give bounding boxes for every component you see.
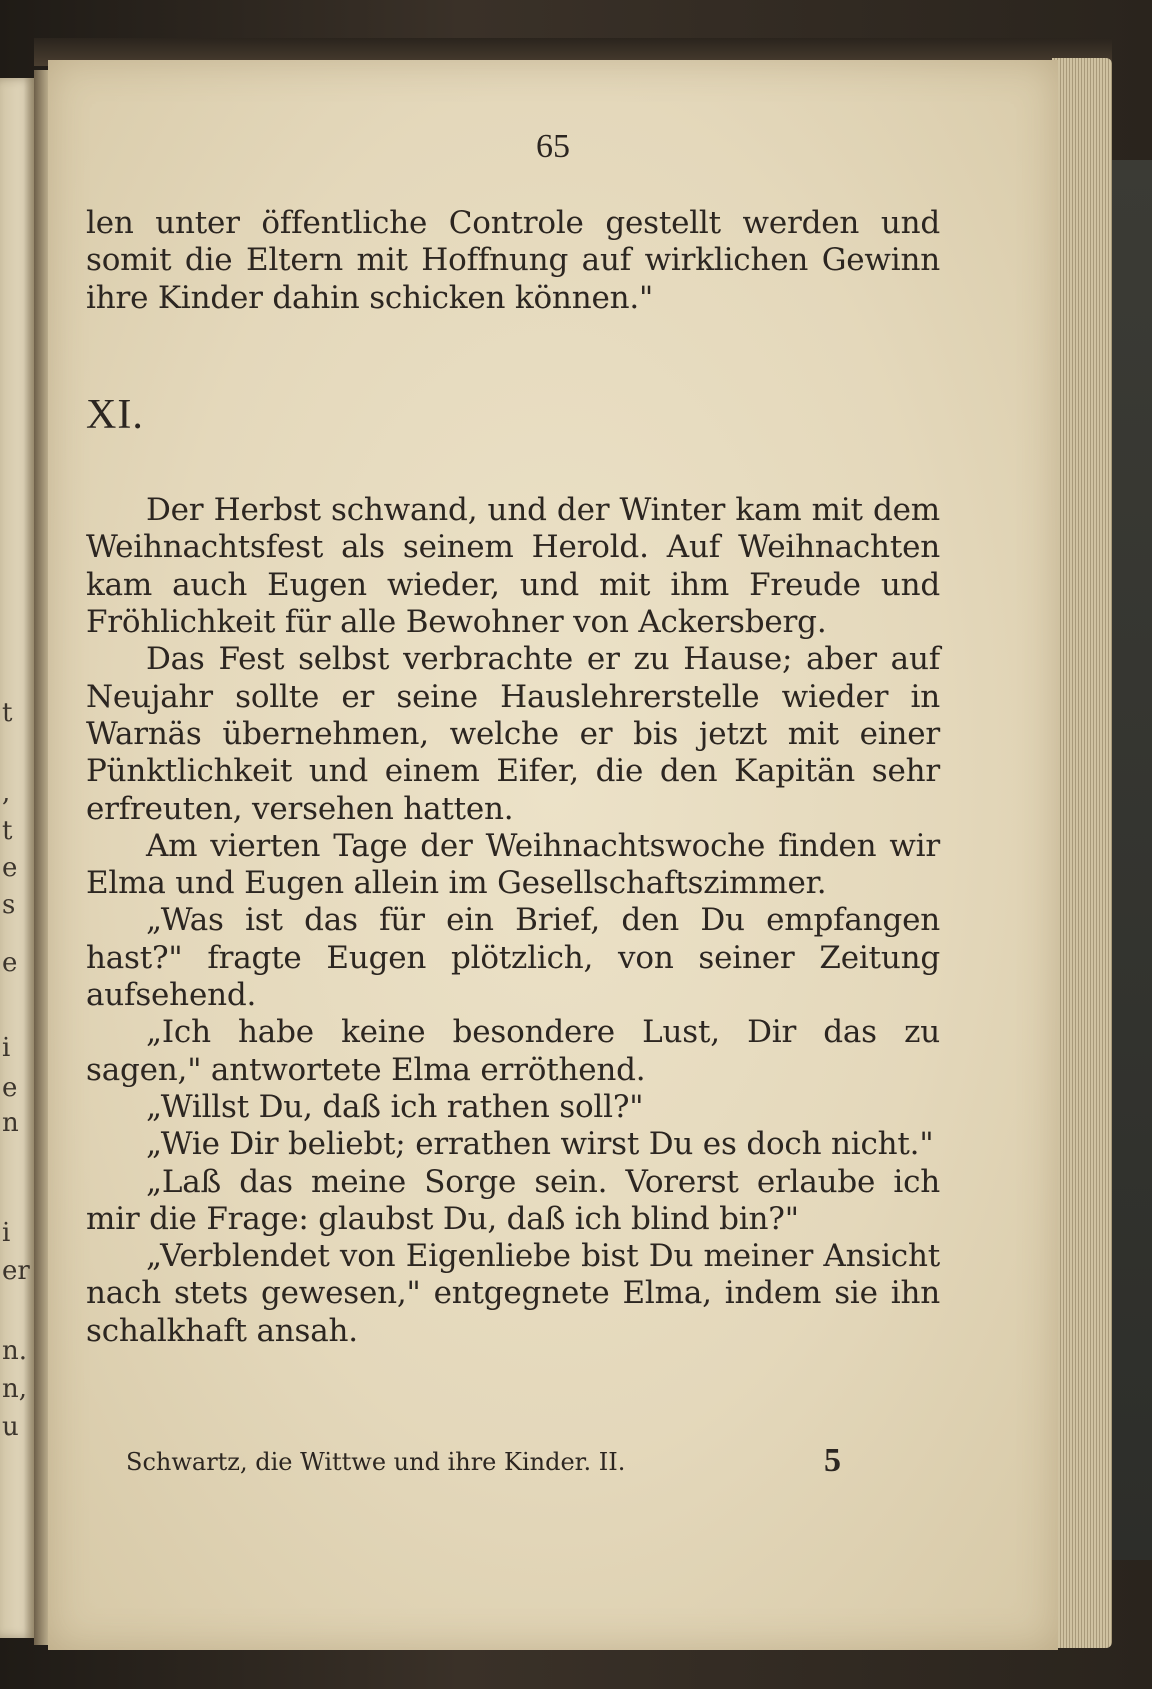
facing-fragment: n,: [2, 1374, 28, 1404]
facing-fragment: s: [2, 890, 16, 920]
paragraph: „Willst Du, daß ich rathen soll?": [146, 1088, 644, 1125]
paragraph: „Wie Dir beliebt; errathen wirst Du es doch nicht.": [146, 1126, 934, 1163]
paragraph: „Laß das meine Sorge sein. Vorerst erlaube ich mir die Frage: glaubst Du, daß ich blind bin?": [86, 1163, 940, 1237]
chapter-heading: XI.: [86, 391, 144, 438]
facing-fragment: u: [2, 1412, 19, 1442]
page-number: 65: [536, 128, 570, 165]
facing-fragment: i: [2, 1218, 11, 1248]
facing-fragment: e: [2, 948, 18, 978]
page-body: [86, 205, 940, 1350]
book-page: [48, 60, 1058, 1650]
paragraph: Das Fest selbst verbrachte er zu Hause; aber auf Neujahr sollte er seine Hauslehrerstelle wieder in Warnäs übernehmen, welche er bis jetzt mit einer Pünktlichkeit und einem Eifer, die den Kapitän sehr erfreuten, versehen hatten.: [86, 641, 940, 827]
paragraph: Am vierten Tage der Weihnachtswoche finden wir Elma und Eugen allein im Gesellschaftszimmer.: [86, 827, 940, 902]
page-edges: [1052, 58, 1112, 1648]
facing-fragment: e: [2, 1073, 18, 1103]
paragraph: „Verblendet von Eigenliebe bist Du meiner Ansicht nach stets gewesen," entgegnete Elma, indem sie ihn schalkhaft ansah.: [86, 1238, 940, 1349]
facing-fragment: e: [2, 853, 18, 883]
facing-page-edge: [0, 78, 34, 1638]
facing-fragment: ,: [2, 778, 11, 808]
facing-fragment: n: [2, 1108, 19, 1138]
facing-fragment: i: [2, 1033, 11, 1063]
facing-fragment: er: [2, 1256, 30, 1286]
sheet-number: 5: [824, 1442, 841, 1479]
facing-fragment: n.: [2, 1336, 28, 1366]
paragraph: „Was ist das für ein Brief, den Du empfangen hast?" fragte Eugen plötzlich, von seiner Zeitung aufsehend.: [86, 902, 940, 1014]
sheet-signature: [126, 1442, 846, 1479]
paragraph: len unter öffentliche Controle gestellt werden und somit die Eltern mit Hoffnung auf wirklichen Gewinn ihre Kinder dahin schicken können.": [86, 205, 940, 316]
paragraph: Der Herbst schwand, und der Winter kam mit dem Weihnachtsfest als seinem Herold. Auf Weihnachten kam auch Eugen wieder, und mit ihm Freude und Fröhlichkeit für alle Bewohner von Ackersberg.: [86, 492, 940, 641]
signature-text: Schwartz, die Wittwe und ihre Kinder. II.: [126, 1448, 626, 1476]
facing-fragment: t: [2, 698, 13, 728]
book-gutter: [34, 70, 48, 1645]
book-cover-right: [1112, 160, 1152, 1560]
paragraph: „Ich habe keine besondere Lust, Dir das zu sagen," antwortete Elma erröthend.: [86, 1014, 940, 1088]
facing-fragment: t: [2, 816, 13, 846]
